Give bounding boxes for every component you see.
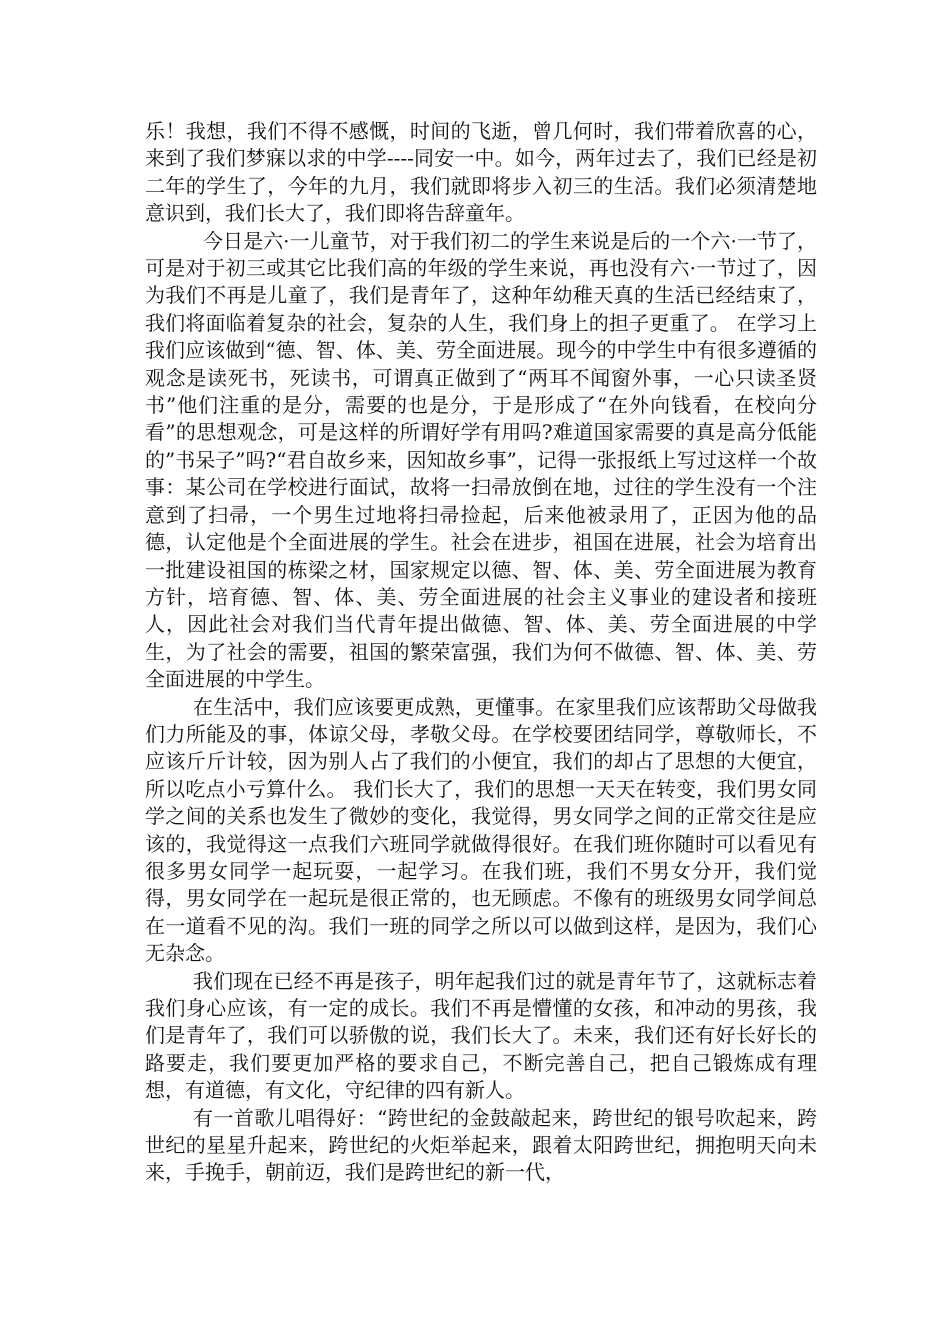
document-body bbox=[145, 118, 817, 1187]
paragraph-4: 我们现在已经不再是孩子，明年起我们过的就是青年节了，这就标志着我们身心应该，有一定的成长。我们不再是懵懂的女孩，和冲动的男孩，我们是青年了，我们可以骄傲的说，我们长大了。未来，我们还有好长好长的路要走，我们要更加严格的要求自己，不断完善自己，把自己锻炼成有理想，有道德，有文化，守纪律的四有新人。 bbox=[145, 968, 817, 1103]
paragraph-1: 乐！我想，我们不得不感慨，时间的飞逝，曾几何时，我们带着欣喜的心，来到了我们梦寐以求的中学----同安一中。如今，两年过去了，我们已经是初二年的学生了，今年的九月，我们就即将步入初三的生活。我们必须清楚地意识到，我们长大了，我们即将告辞童年。 bbox=[145, 119, 817, 226]
paragraph-2: 今日是六·一儿童节，对于我们初二的学生来说是后的一个六·一节了，可是对于初三或其它比我们高的年级的学生来说，再也没有六·一节过了，因为我们不再是儿童了，我们是青年了，这种年幼稚天真的生活已经结束了，我们将面临着复杂的社会，复杂的人生，我们身上的担子更重了。 在学习上我们应该做到“德、智、体、美、劳全面进展。现今的中学生中有很多遵循的观念是读死书，死读书，可谓真正做到了“两耳不闻窗外事，一心只读圣贤书”他们注重的是分，需要的也是分，于是形成了“在外向钱看，在校向分看”的思想观念，可是这样的所谓好学有用吗?难道国家需要的真是高分低能的”书呆子”吗?“君自故乡来，因知故乡事”，记得一张报纸上写过这样一个故事：某公司在学校进行面试，故将一扫帚放倒在地，过往的学生没有一个注意到了扫帚，一个男生过地将扫帚捡起，后来他被录用了，正因为他的品德，认定他是个全面进展的学生。社会在进步，祖国在进展，社会为培育出一批建设祖国的栋梁之材，国家规定以德、智、体、美、劳全面进展为教育方针，培育德、智、体、美、劳全面进展的社会主义事业的建设者和接班人，因此社会对我们当代青年提出做德、智、体、美、劳全面进展的中学生，为了社会的需要，祖国的繁荣富强，我们为何不做德、智、体、美、劳全面进展的中学生。 bbox=[145, 228, 817, 692]
paragraph-5: 有一首歌儿唱得好：“跨世纪的金鼓敲起来，跨世纪的银号吹起来，跨世纪的星星升起来，跨世纪的火炬举起来，跟着太阳跨世纪，拥抱明天向未来，手挽手，朝前迈，我们是跨世纪的新一代， bbox=[145, 1105, 817, 1185]
paragraph-3: 在生活中，我们应该要更成熟，更懂事。在家里我们应该帮助父母做我们力所能及的事，体谅父母，孝敬父母。在学校要团结同学，尊敬师长，不应该斤斤计较，因为别人占了我们的小便宜，我们的却占了思想的大便宜，所以吃点小亏算什么。 我们长大了，我们的思想一天天在转变，我们男女同学之间的关系也发生了微妙的变化，我觉得，男女同学之间的正常交往是应该的，我觉得这一点我们六班同学就做得很好。在我们班你随时可以看见有很多男女同学一起玩耍，一起学习。在我们班，我们不男女分开，我们觉得，男女同学在一起玩是很正常的，也无顾虑。不像有的班级男女同学间总在一道看不见的沟。我们一班的同学之所以可以做到这样，是因为，我们心无杂念。 bbox=[145, 694, 817, 966]
